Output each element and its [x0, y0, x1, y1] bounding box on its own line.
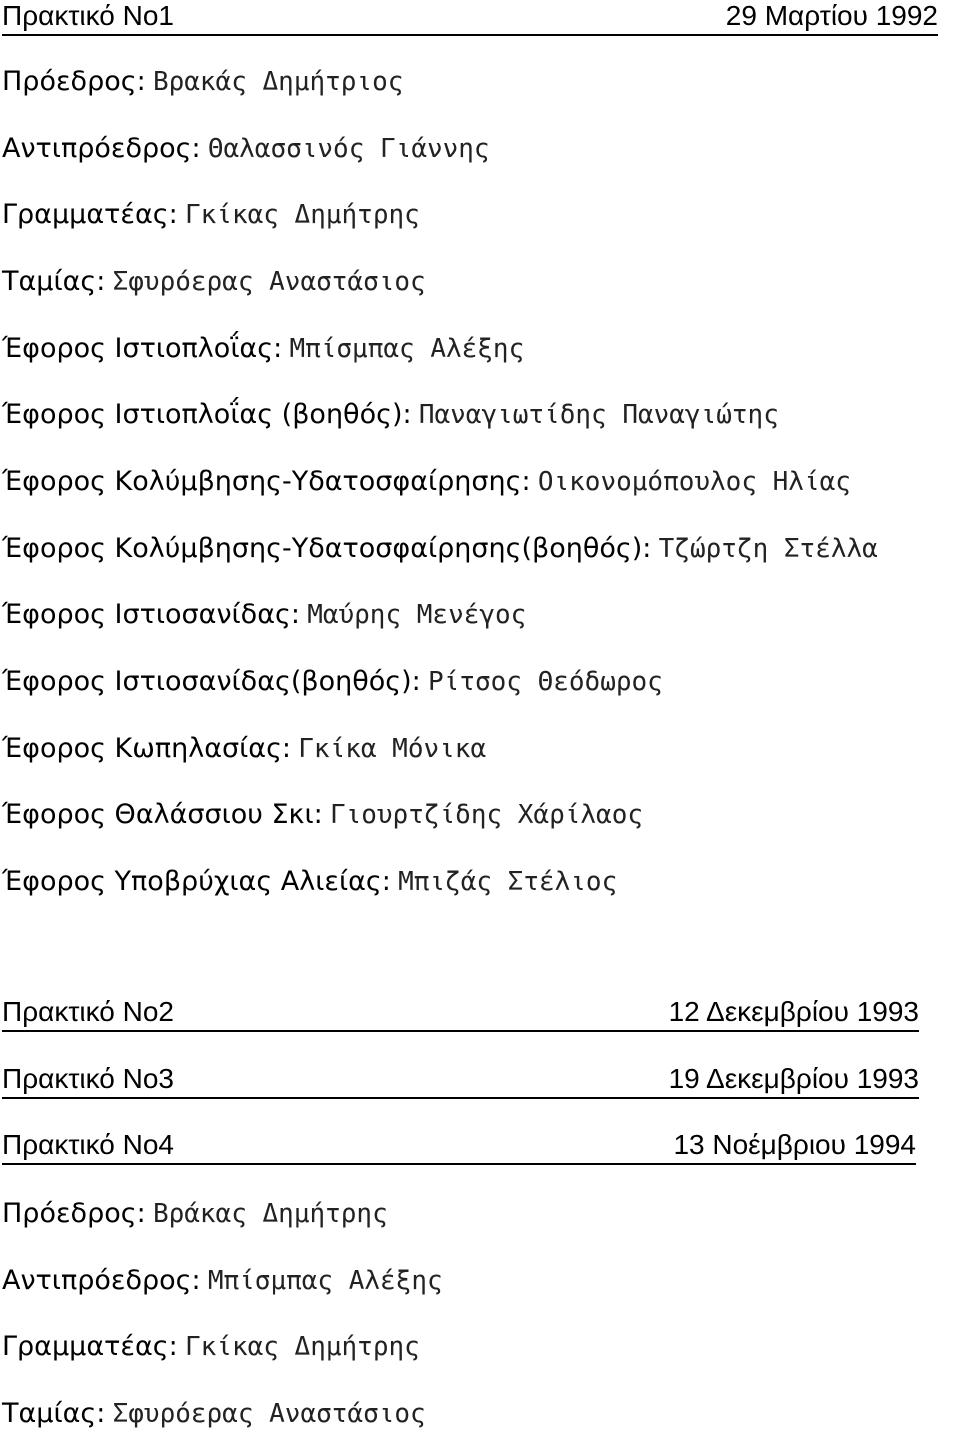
minutes-date: 29 Μαρτίου 1992	[725, 0, 938, 31]
member-role: Έφορος Θαλάσσιου Σκι:	[2, 799, 323, 830]
member-line	[2, 1396, 426, 1431]
minutes-title: Πρακτικό Νο1	[2, 0, 174, 31]
member-line	[2, 664, 663, 699]
member-name: Παναγιωτίδης Παναγιώτης	[418, 400, 779, 430]
member-role: Έφορος Κολύμβησης-Υδατοσφαίρησης:	[2, 466, 531, 497]
member-name: Βρακάς Δημήτριος	[152, 67, 404, 97]
member-line	[2, 1263, 443, 1298]
member-role: Αντιπρόεδρος:	[2, 1265, 201, 1296]
minutes-heading-3	[2, 1063, 919, 1099]
member-role: Έφορος Κωπηλασίας:	[2, 733, 292, 764]
member-role: Έφορος Υποβρύχιας Αλιείας:	[2, 866, 391, 897]
member-line	[2, 1196, 388, 1231]
member-name: Γκίκα Μόνικα	[298, 734, 487, 764]
member-line	[2, 131, 490, 166]
minutes-date: 12 Δεκεμβρίου 1993	[668, 996, 919, 1027]
member-name: Γιουρτζίδης Χάρίλαος	[329, 800, 644, 830]
member-role: Πρόεδρος:	[2, 66, 146, 97]
member-name: Σφυρόερας Αναστάσιος	[112, 1399, 426, 1429]
member-line	[2, 731, 486, 766]
member-line	[2, 197, 420, 232]
member-name: Βράκας Δημήτρης	[152, 1199, 388, 1229]
member-line	[2, 1329, 420, 1364]
member-name: Γκίκας Δημήτρης	[184, 200, 420, 230]
member-line	[2, 531, 878, 566]
member-name: Σφυρόερας Αναστάσιος	[112, 267, 426, 297]
minutes-title: Πρακτικό Νο3	[2, 1063, 174, 1094]
minutes-date: 19 Δεκεμβρίου 1993	[668, 1063, 919, 1094]
member-line	[2, 864, 617, 899]
member-role: Πρόεδρος:	[2, 1198, 146, 1229]
member-line	[2, 397, 779, 432]
minutes-heading-2	[2, 996, 919, 1032]
minutes-title: Πρακτικό Νο4	[2, 1129, 174, 1160]
member-role: Γραμματέας:	[2, 1331, 178, 1362]
member-name: Θαλασσινός Γιάννης	[207, 134, 490, 164]
member-role: Έφορος Ιστιοσανίδας:	[2, 599, 300, 630]
member-role: Έφορος Ιστιοσανίδας(βοηθός):	[2, 666, 421, 697]
member-role: Ταμίας:	[2, 1398, 106, 1429]
member-line	[2, 597, 526, 632]
member-name: Οικονομόπουλος Ηλίας	[537, 467, 851, 497]
member-line	[2, 64, 403, 99]
member-name: Μαύρης Μενέγος	[307, 600, 527, 630]
member-name: Μπιζάς Στέλιος	[398, 867, 618, 897]
member-name: Μπίσμπας Αλέξης	[289, 334, 525, 364]
member-line	[2, 464, 851, 499]
member-role: Γραμματέας:	[2, 199, 178, 230]
member-name: Γκίκας Δημήτρης	[184, 1332, 420, 1362]
member-role: Αντιπρόεδρος:	[2, 133, 201, 164]
member-line	[2, 331, 524, 366]
member-role: Έφορος Ιστιοπλοΐας (βοηθός):	[2, 399, 412, 430]
member-name: Ρίτσος Θεόδωρος	[428, 667, 663, 697]
member-line	[2, 264, 426, 299]
minutes-heading-1	[2, 0, 938, 36]
member-name: Μπίσμπας Αλέξης	[207, 1266, 443, 1296]
member-name: Τζώρτζη Στέλλα	[658, 534, 878, 564]
member-role: Ταμίας:	[2, 266, 106, 297]
member-role: Έφορος Ιστιοπλοΐας:	[2, 333, 283, 364]
member-line	[2, 797, 643, 832]
member-role: Έφορος Κολύμβησης-Υδατοσφαίρησης(βοηθός):	[2, 533, 652, 564]
minutes-date: 13 Νοέμβριου 1994	[673, 1129, 916, 1160]
minutes-title: Πρακτικό Νο2	[2, 996, 174, 1027]
minutes-heading-4	[2, 1129, 916, 1165]
